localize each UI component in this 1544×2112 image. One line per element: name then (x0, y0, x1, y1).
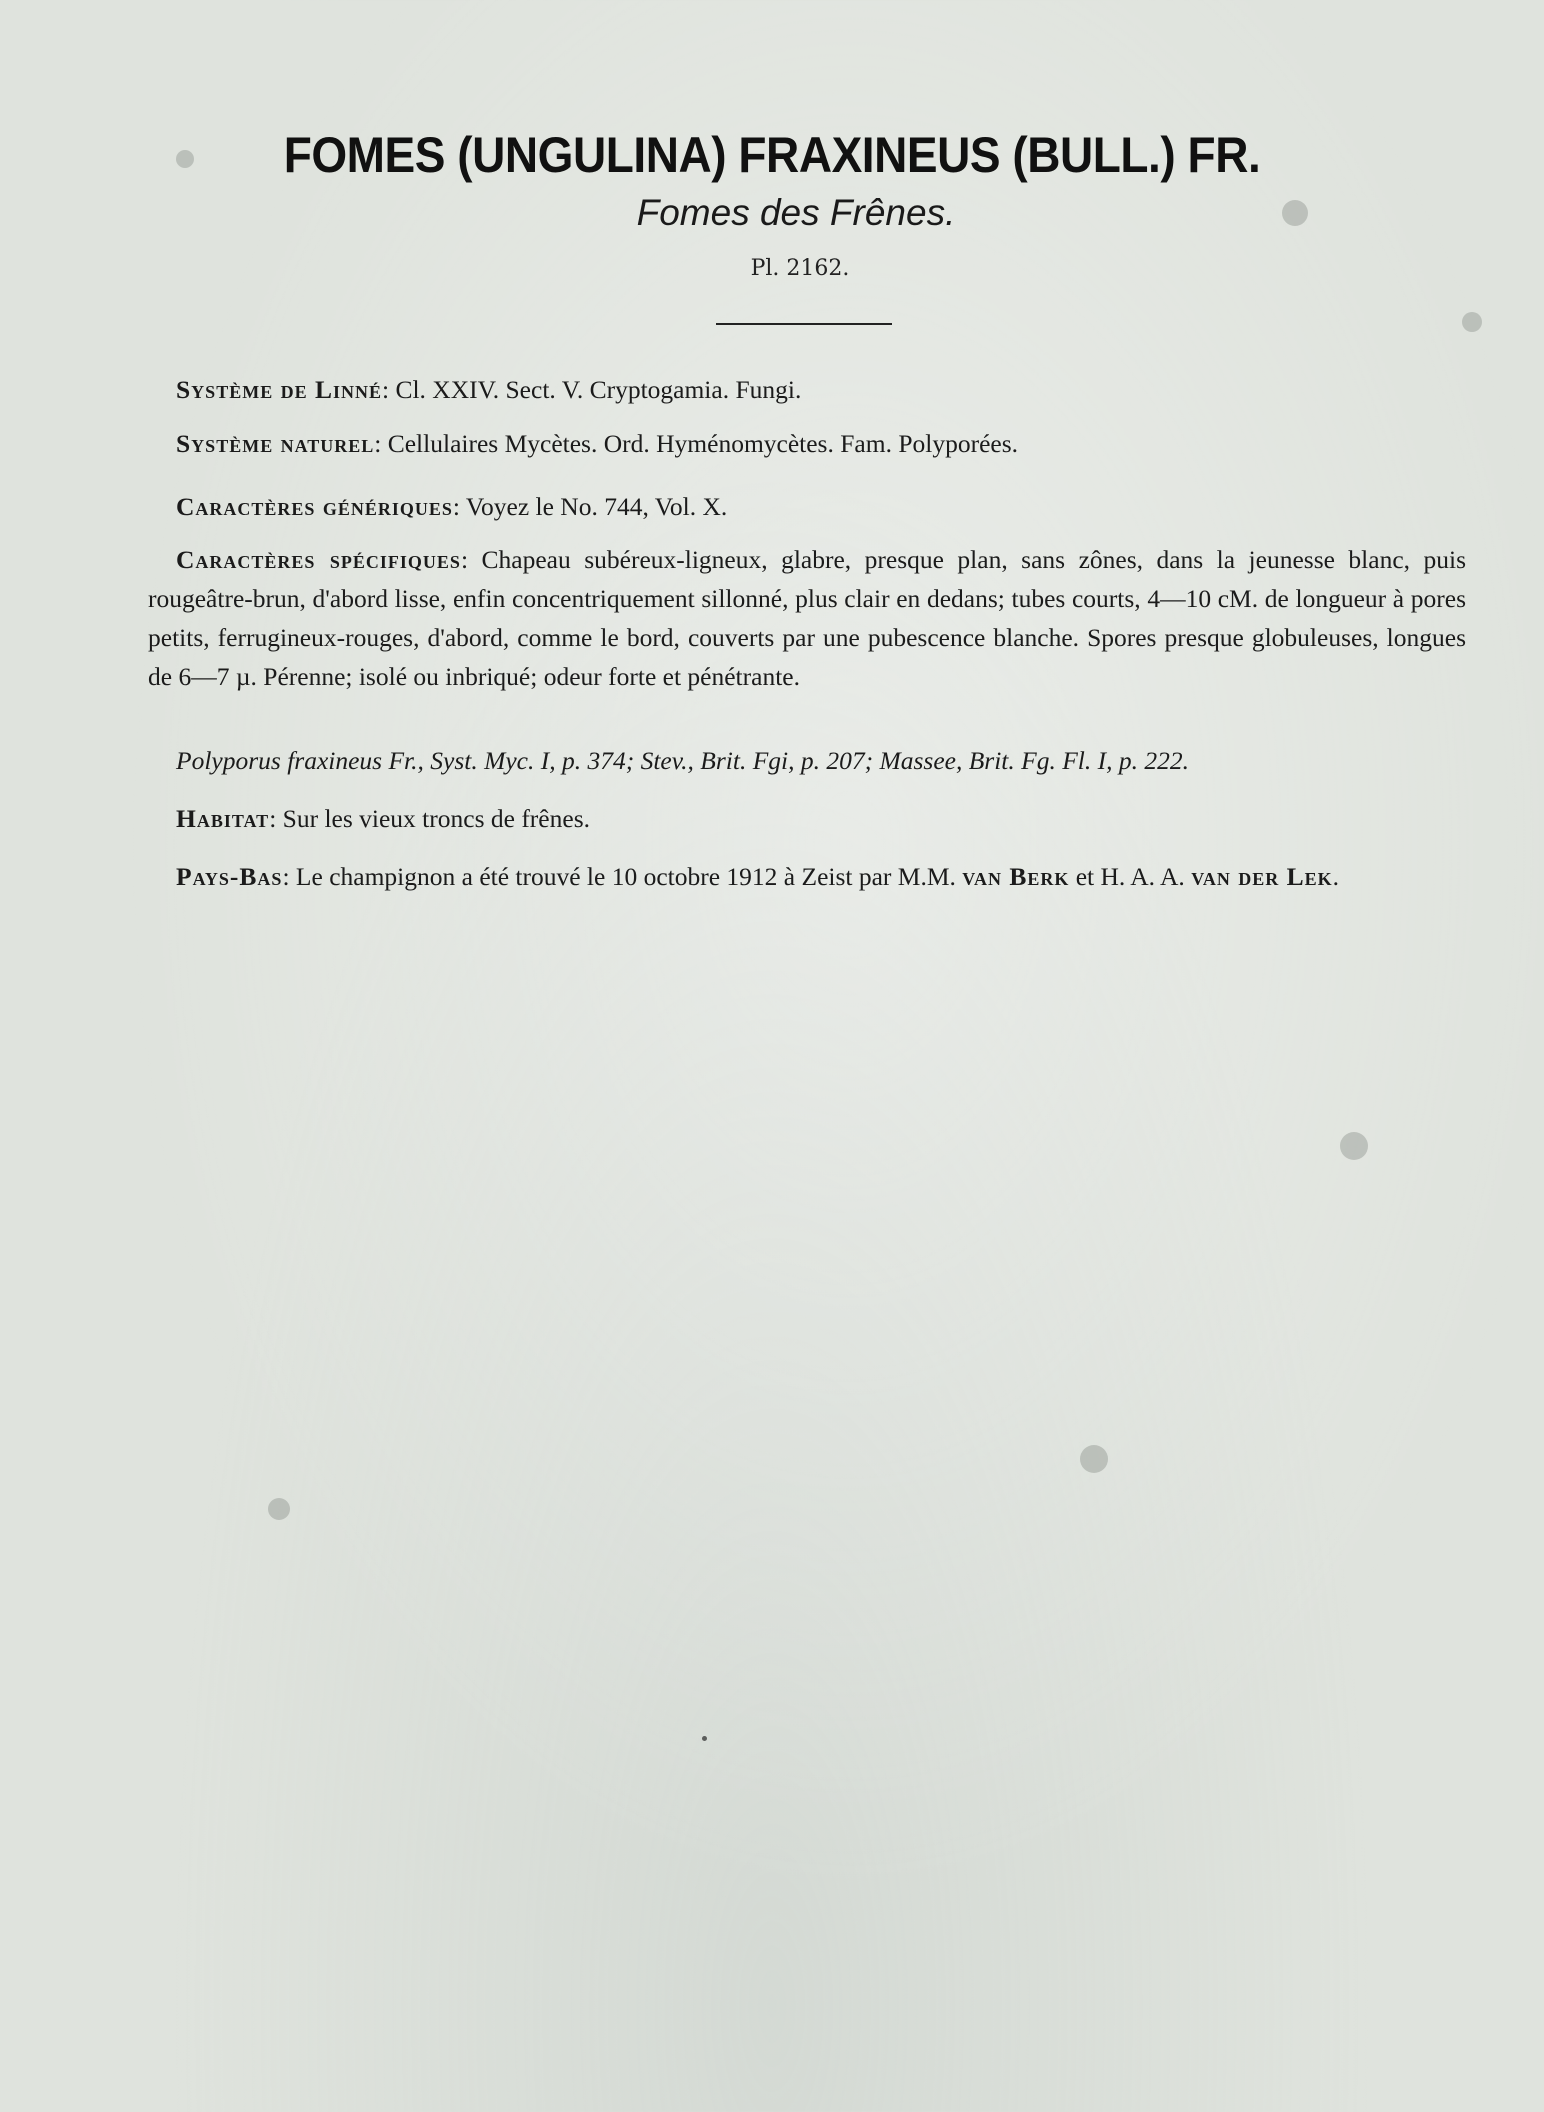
separator: : (460, 545, 469, 574)
section-specifiques-label: Caractères spécifiques (176, 545, 461, 574)
paper-spot (176, 150, 194, 168)
section-generiques (148, 487, 1466, 526)
section-linne-label: Système de Linné (176, 375, 382, 404)
paper-spot (1340, 1132, 1368, 1160)
section-habitat-text: Sur les vieux troncs de frênes. (282, 804, 590, 833)
section-generiques-text: Voyez le No. 744, Vol. X. (465, 492, 728, 521)
section-linne (148, 370, 1466, 409)
section-naturel-label: Système naturel (176, 429, 375, 458)
section-naturel-text: Cellulaires Mycètes. Ord. Hyménomycètes. Fam. Polyporées. (387, 429, 1019, 458)
section-generiques-label: Caractères génériques (176, 492, 453, 521)
separator: : (269, 804, 277, 833)
section-paysbas-text: Le champignon a été trouvé le 10 octobre 1912 à Zeist par M.M. (295, 862, 956, 891)
section-specifiques (148, 540, 1466, 696)
section-habitat (148, 799, 1466, 838)
section-linne-text: Cl. XXIV. Sect. V. Cryptogamia. Fungi. (395, 375, 802, 404)
paper-spot (1080, 1445, 1108, 1473)
page-title: FOMES (UNGULINA) FRAXINEUS (BULL.) FR. (283, 127, 1261, 183)
paper-spot (268, 1498, 290, 1520)
section-paysbas-label: Pays-Bas (176, 862, 283, 891)
section-paysbas-between: et H. A. A. (1075, 862, 1185, 891)
section-paysbas-end: . (1332, 862, 1340, 891)
collector-name-2: van der Lek (1191, 862, 1333, 891)
section-synonymy (148, 741, 1466, 780)
section-specifiques-text: Chapeau subéreux-ligneux, glabre, presque plan, sans zônes, dans la jeunesse blanc, puis rougeâtre-brun, d'abord lisse, enfin concentriquement sillonné, plus clair en dedans; tubes courts, 4—10 cM. de longueur à pores petits, ferrugineux-rouges, d'abord, comme le bord, couverts par une pubescence blanche. Spores presque globuleuses, longues de 6—7 µ. Pérenne; isolé ou inbriqué; odeur forte et pénétrante. (148, 545, 1466, 691)
title-rule (716, 323, 892, 325)
paper-spot (702, 1736, 707, 1741)
section-paysbas (148, 857, 1466, 896)
separator: : (374, 429, 382, 458)
section-naturel (148, 424, 1466, 463)
collector-name-1: van Berk (962, 862, 1070, 891)
paper-spot (1282, 200, 1308, 226)
paper-spot (1462, 312, 1482, 332)
separator: : (381, 375, 390, 404)
page-subtitle: Fomes des Frênes. (636, 192, 956, 233)
plate-number: Pl. 2162. (750, 256, 850, 281)
section-habitat-label: Habitat (176, 804, 270, 833)
separator: : (452, 492, 460, 521)
section-synonymy-text: Polyporus fraxineus Fr., Syst. Myc. I, p. 374; Stev., Brit. Fgi, p. 207; Massee, Brit. Fg. Fl. I, p. 222. (176, 746, 1189, 775)
separator: : (282, 862, 290, 891)
